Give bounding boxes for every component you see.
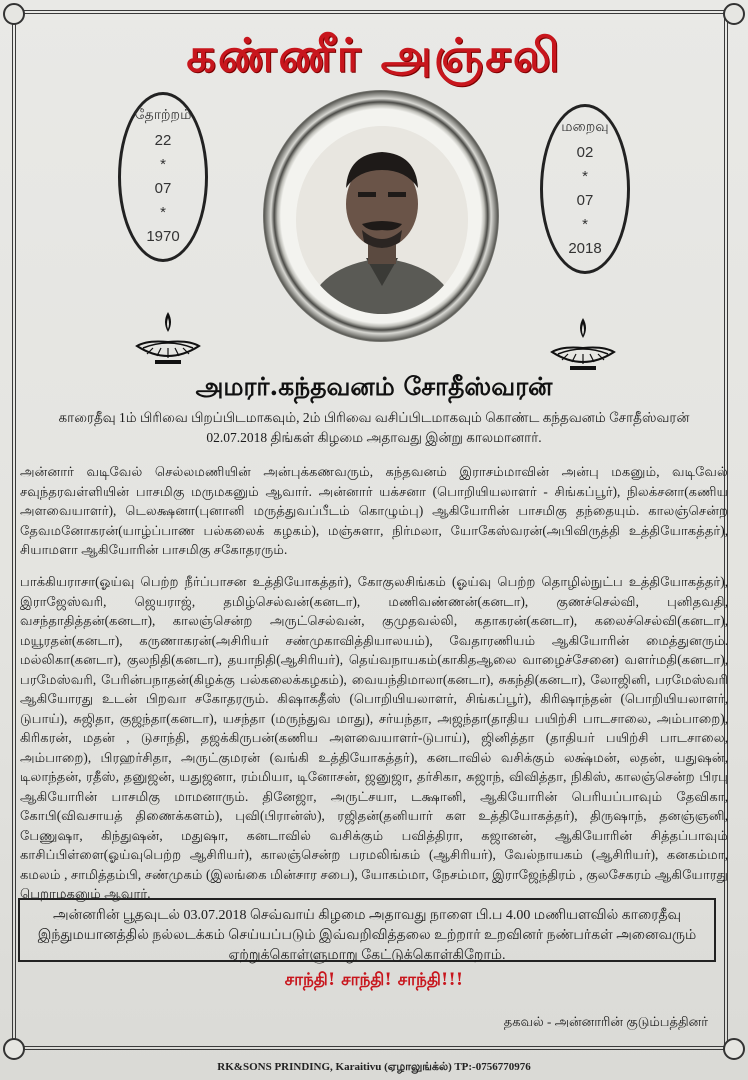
corner-ornament	[723, 3, 745, 25]
separator: *	[582, 215, 588, 233]
printer-footer: RK&SONS PRINDING, Karaitivu (ஏழாலுங்க்ல்) TP:-0756770976	[217, 1061, 531, 1073]
birth-label: தோற்றம்	[134, 105, 192, 122]
funeral-notice-text: அன்னரின் பூதவுடல் 03.07.2018 செவ்வாய் கிழமை அதாவது நாளை பி.ப 4.00 மணியளவில் காரைதீவு இந்துமயானத்தில் நல்லடக்கம் செய்யப்படும் இவ்வறிவித்தலை உற்றார் உறவினர் நண்பர்கள் அனைவரும் ஏற்றுக்கொள்ளுமாறு கேட்டுக்கொள்கிறோம்.	[37, 908, 697, 963]
separator: *	[160, 203, 166, 221]
birth-year: 1970	[146, 227, 180, 245]
page-title: கண்ணீர் அஞ்சலி	[186, 28, 562, 82]
birth-month: 07	[154, 179, 172, 197]
oil-lamp-icon	[548, 314, 618, 374]
shanthi-text: சாந்தி! சாந்தி! சாந்தி!!!	[284, 970, 464, 990]
death-label: மறைவு	[561, 117, 609, 134]
corner-ornament	[3, 3, 25, 25]
separator: *	[160, 155, 166, 173]
corner-ornament	[723, 1038, 745, 1060]
portrait-illustration	[296, 126, 468, 314]
portrait-photo	[296, 126, 468, 314]
info-text: தகவல் - அன்னாரின் குடும்பத்தினர்	[503, 1014, 708, 1029]
family-paragraph-2: பாக்கியராசா(ஓய்வு பெற்ற நீர்ப்பாசன உத்தியோகத்தர்), கோகுலசிங்கம் (ஓய்வு பெற்ற தொழில்நுட்ப உத்தியோகத்தர்), இராஜேஸ்வரி, ஜெயராஜ், தமிழ்செல்வன்(கனடா), மணிவண்ணன்(கனடா), குணச்செல்வி, புனிதவதி, வசந்தாதித்தன்(கனடா), காலஞ்சென்ற அருட்செல்வன், குமுதவல்லி, கதாகரன்(கனடா), கலைச்செல்வி(கனடா), மயூரதன்(கனடா), கருணாகரன்(அசிரியர் சண்முகாவித்தியாலயம்), வேதாரணியம் ஆகியோரின் மைத்துனரும். மல்லிகா(கனடா), குலநிதி(கனடா), தயாநிதி(ஆசிரியர்), தெய்வநாயகம்(காகிதஆலை வாழைச்சேனை) வளர்மதி(கனடா), பரமேஸ்வரி, பேரின்பநாதன்(கிழக்கு பல்கலைக்கழகம்), வையந்திமாலா(கனடா), சுகந்தி(கனடா), லோஜினி, பரமேஸ்வரி ஆகியோரது உடன் பிறவா சகோதரரும். கிஷாகதீஸ் (பொறியியலாளர், சிங்கப்பூர்), கிரிஷாந்தன் (பொறியியலாளர், டுபாய்), சுஜிதா, குஜந்தா(கனடா), யசந்தா (மருந்துவ மாது), சர்யந்தா, அஜந்தா(தாதிய பயிற்சி பாடசாலை, அம்பாறை), கிரிகரன், மதன் , டுசாந்தி, தஜக்கிருபன்(கணிய அளவையாளர்-டுபாய்), ஜினித்தா (தாதியர் பயிற்சி பாடசாலை, அம்பாறை), பிரஹர்சிதா, அருட்குமரன் (வங்கி உத்தியோகத்தர்), கனடாவில் வசிக்கும் லக்ஷ்மன், லதன், யதுஷன், டிலாந்தன், ரதீஸ், தனுஜன், யதுஜனா, ரம்மியா, டினோசன், ஜனுஜா, தர்சிகா, சுஜாந், விவித்தா, நிகிஸ், காலஞ்சென்ற பிரபு ஆகியோரின் பாசமிகு மாமனாரும். தினேஜா, அருட்சயா, டக்ஷானி, ஆகியோரின் பெரியப்பாவும் தேவிகா, கோபி(விவசாயத் திணைக்களம்), புவி(பிரான்ஸ்), ரஜிதன்(தனியார் கள உத்தியோகத்தர்), திருஷாந், தனஞ்ஞனி, பேணுஷா, கிந்துஷன், மதுஷா, கனடாவில் வசிக்கும் பவித்திரா, கஜானன், ஆகியோரின் சித்தப்பாவும் காசிப்பிள்ளை(ஓய்வுபெற்ற ஆசிரியர்), காலஞ்சென்ற பரமலிங்கம் (ஆசிரியர்), வேல்நாயகம் (ஆசிரியர்), கனகம்மா, கமலம் , சாமித்தம்பி, சண்முகம் (இலங்கை மின்சார சபை), யோகம்மா, நேசம்மா, இராஜேந்திரம் , குலசேகரம் ஆகியோரது பெறாமகனும் ஆவார்.	[20, 574, 728, 901]
birth-date-oval	[118, 92, 208, 262]
death-year: 2018	[568, 239, 602, 257]
death-month: 07	[576, 191, 594, 209]
funeral-notice-box	[18, 898, 716, 962]
death-day: 02	[576, 143, 594, 161]
intro-text: காரைதீவு 1ம் பிரிவை பிறப்பிடமாகவும், 2ம் பிரிவை வசிப்பிடமாகவும் கொண்ட கந்தவனம் சோதீஸ்வரன் 02.07.2018 திங்கள் கிழமை அதாவது இன்று காலமானார்.	[58, 410, 690, 445]
family-paragraph-1: அன்னார் வடிவேல் செல்லமணியின் அன்புக்கணவரும், கந்தவனம் இராசம்மாவின் அன்பு மகனும், வடிவேல் சவுந்தரவள்ளியின் பாசமிகு மருமகனும் ஆவார். அன்னார் யக்சனா (பொறியியலாளர் - சிங்கப்பூர்), நிலக்சனா(கணிய அளவையாளர்), டெலக்ஷனா(புனானி மருத்துவப்பீடம் கொழும்பு) ஆகியோரின் பாசமிகு தந்தையும். காலஞ்சென்ற தேவமனோகரன்(யாழ்ப்பாண பல்கலைக் கழகம்), மஞ்சுளா, நிர்மலா, யோகேஸ்வரன்(அபிவிருத்தி உத்தியோகத்தர்), சியாமளா ஆகியோரின் பாசமிகு சகோதரரும்.	[20, 464, 728, 557]
deceased-name: அமரர்.கந்தவனம் சோதீஸ்வரன்	[195, 372, 553, 401]
death-date-oval	[540, 104, 630, 274]
corner-ornament	[3, 1038, 25, 1060]
separator: *	[582, 167, 588, 185]
birth-day: 22	[154, 131, 172, 149]
oil-lamp-icon	[133, 308, 203, 368]
